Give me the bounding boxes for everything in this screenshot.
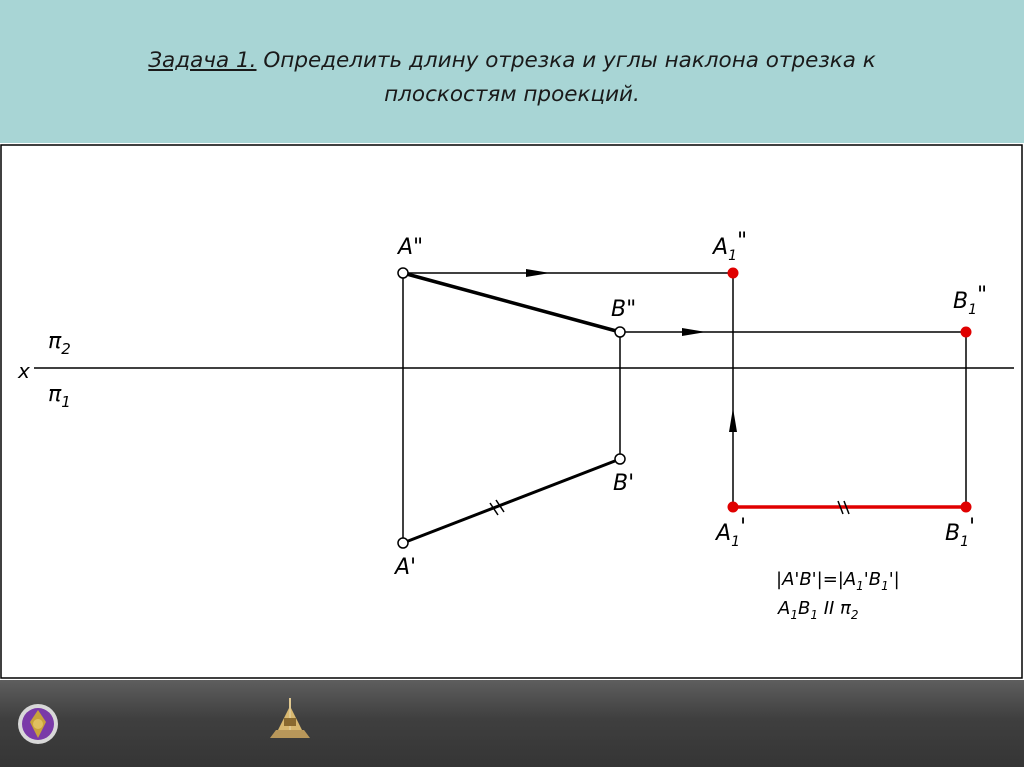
point-b1-horizontal xyxy=(961,502,971,512)
university-emblem-icon xyxy=(16,700,60,748)
label-b1-horizontal: $B_1'$ xyxy=(945,515,976,550)
formula-parallel-plane: $A_1B_1$ II $\pi_2$ xyxy=(778,598,859,622)
title-task-number: Задача 1. xyxy=(148,48,257,73)
label-a-frontal: A" xyxy=(398,235,424,260)
pi2-subscript: 2 xyxy=(61,340,71,358)
point-a1-horizontal xyxy=(728,502,738,512)
title-text-line2: плоскостям проекций. xyxy=(384,82,640,107)
slide-title xyxy=(40,44,984,112)
point-a-horizontal xyxy=(398,538,408,548)
pi1-subscript: 1 xyxy=(61,393,71,411)
point-b1-frontal xyxy=(961,327,971,337)
slide-footer xyxy=(0,680,1024,767)
label-b1-frontal: $B_1$" xyxy=(953,283,988,318)
pi2-symbol: π xyxy=(48,329,62,354)
label-a1-frontal: $A_1$" xyxy=(713,229,748,264)
label-a1-horizontal: $A_1'$ xyxy=(716,515,747,550)
title-text-line1: Определить длину отрезка и углы наклона отрезка к xyxy=(256,48,876,73)
drawing-frame xyxy=(1,145,1022,678)
point-b-frontal xyxy=(615,327,625,337)
point-a-frontal xyxy=(398,268,408,278)
point-b-horizontal xyxy=(615,454,625,464)
label-b-horizontal: B' xyxy=(613,471,635,496)
point-a1-frontal xyxy=(728,268,738,278)
formula-equal-length: $|A'B'|=|A_1'B_1'|$ xyxy=(776,569,900,593)
label-a-horizontal: A' xyxy=(395,555,417,580)
department-logo-icon xyxy=(266,694,314,744)
x-axis-label: x xyxy=(18,359,30,383)
projection-drawing xyxy=(0,143,1024,680)
pi1-symbol: π xyxy=(48,382,62,407)
label-b-frontal: B" xyxy=(611,297,637,322)
slide-header xyxy=(0,0,1024,143)
